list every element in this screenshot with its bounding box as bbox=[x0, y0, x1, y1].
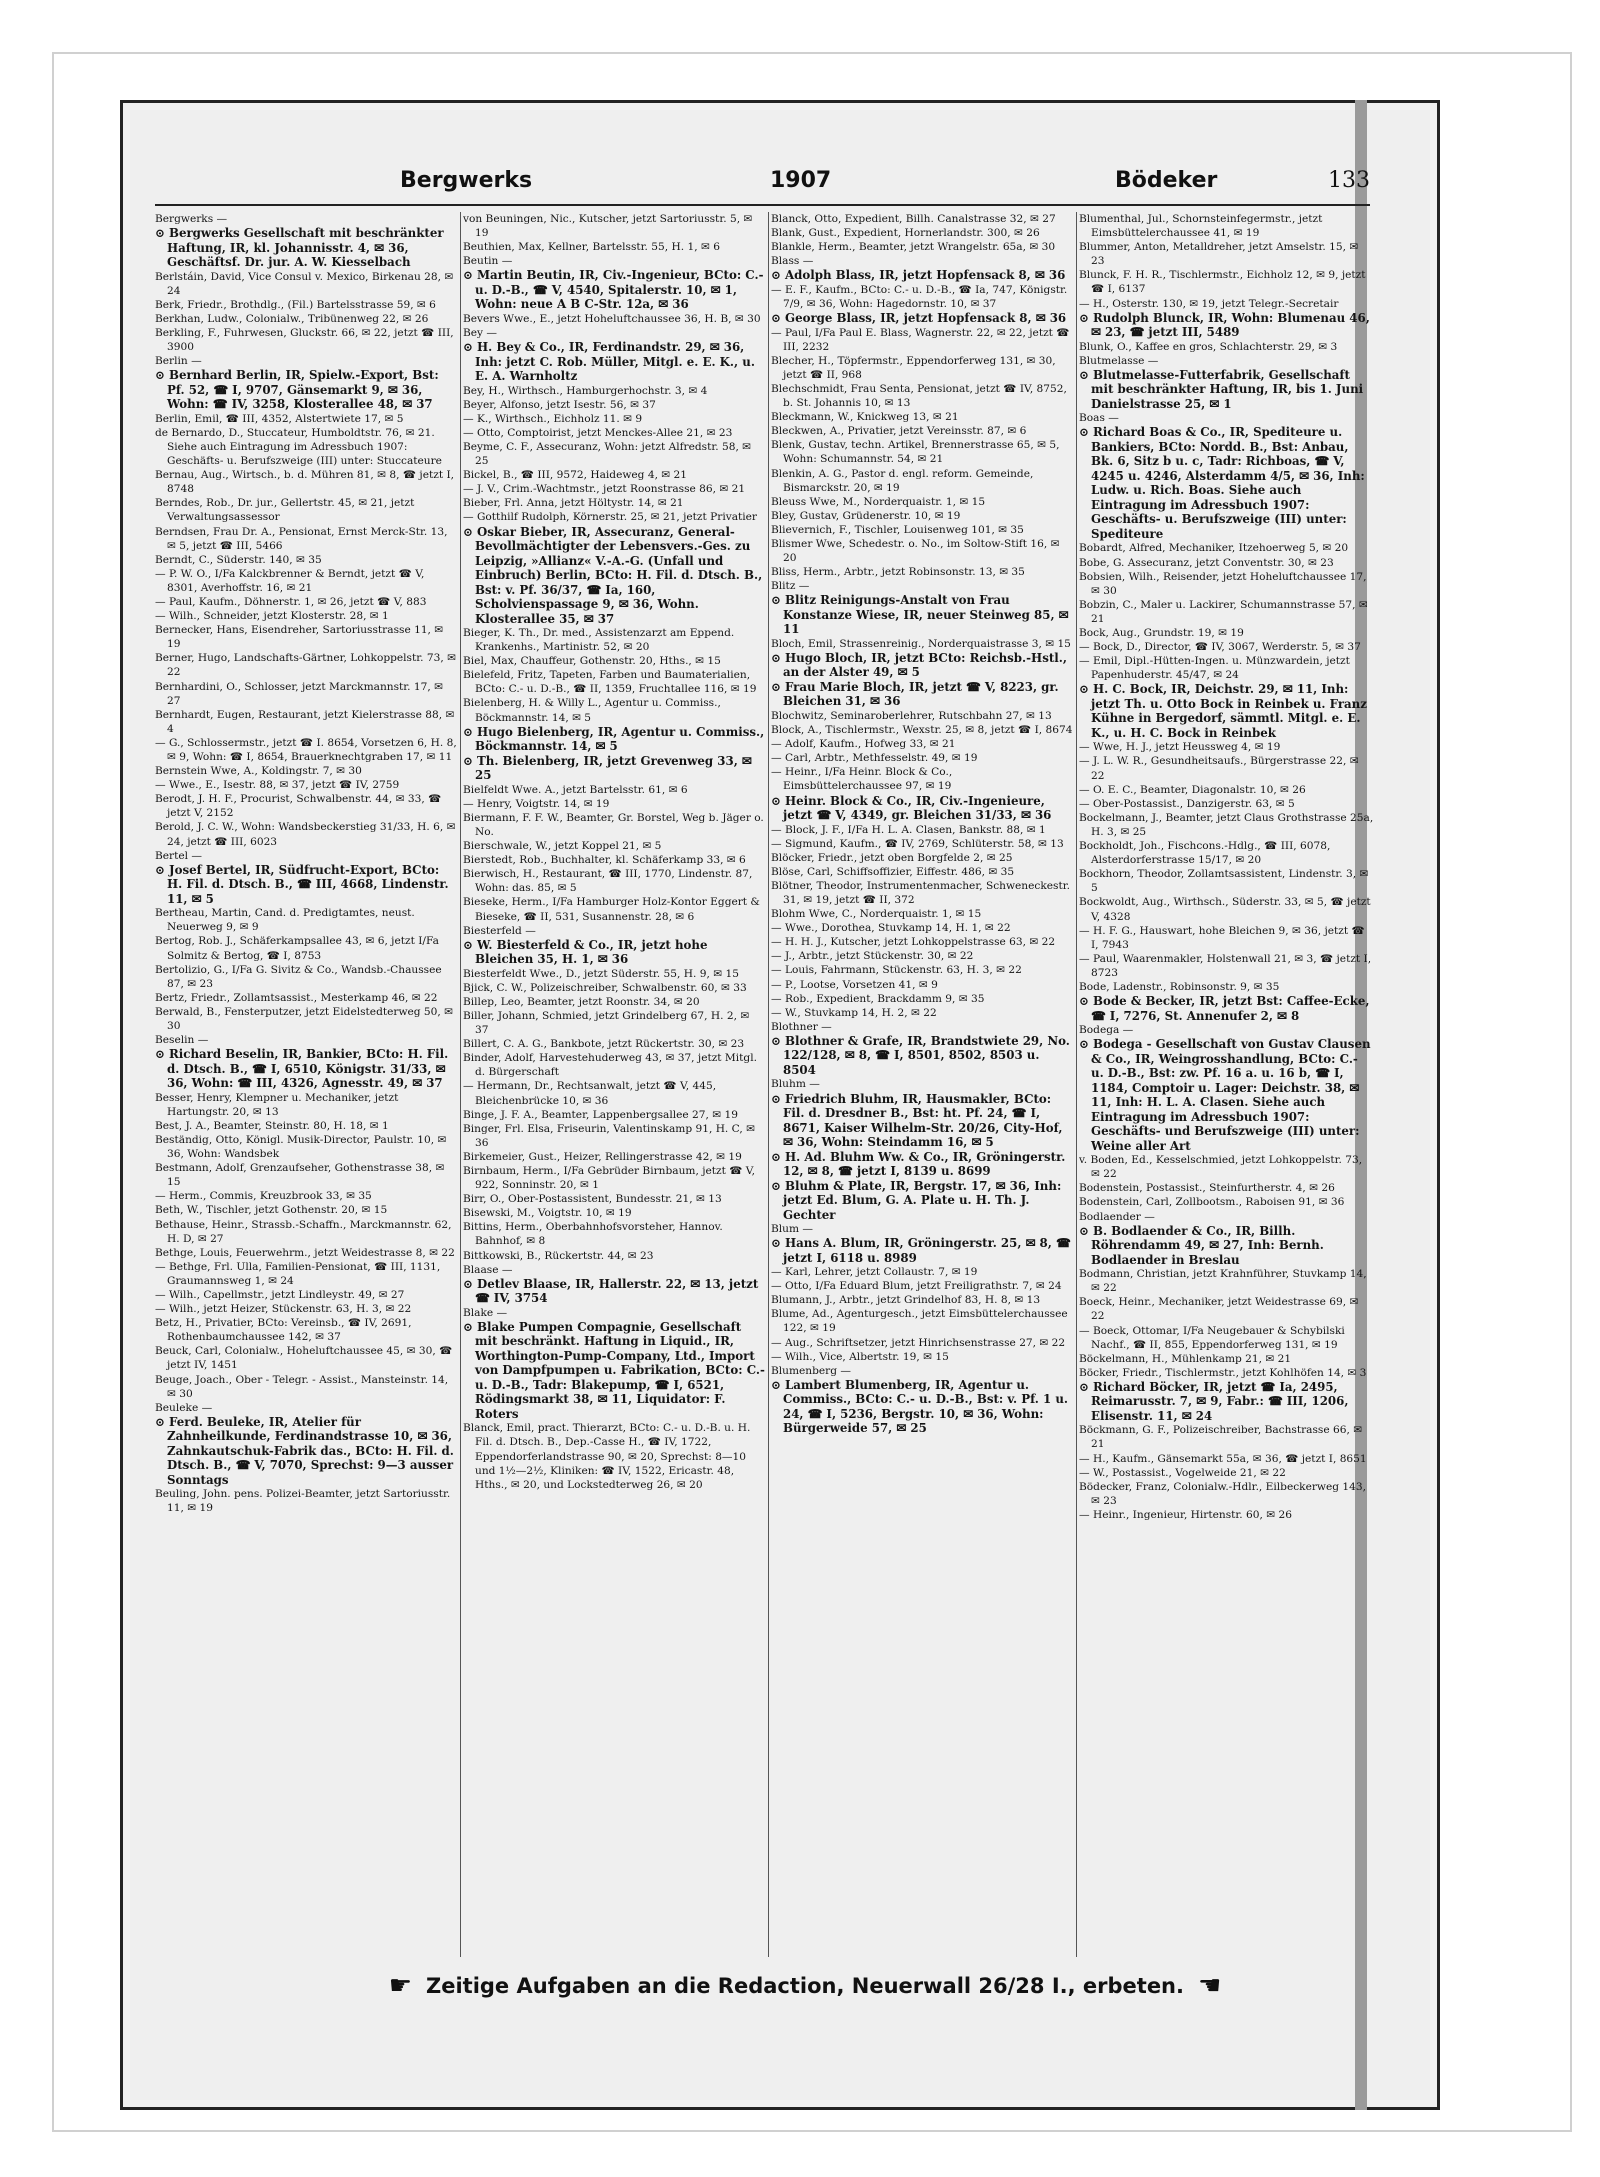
directory-entry: Bittkowski, B., Rückertstr. 44, ✉ 23 bbox=[463, 1249, 654, 1262]
directory-entry: Bockholdt, Joh., Fischcons.-Hdlg., ☎ III, 6078, Alsterdorferstrasse 15/17, ✉ 20 bbox=[1079, 840, 1331, 867]
directory-entry: Berodt, J. H. F., Procurist, Schwalbenstr. 44, ✉ 33, ☎ jetzt V, 2152 bbox=[155, 793, 442, 820]
directory-entry: de Bernardo, D., Stuccateur, Humboldtstr. 76, ✉ 21. Siehe auch Eintragung im Adressbuch 1907: Geschäfts- u. Berufszweige (III) unter: Stuccateure bbox=[155, 426, 442, 468]
directory-entry: — Wilh., Schneider, jetzt Klosterstr. 28, ✉ 1 bbox=[155, 610, 389, 623]
directory-entry: ⊙ Bode & Becker, IR, jetzt Bst: Caffee-Ecke, ☎ I, 7276, St. Annenufer 2, ✉ 8 bbox=[1079, 994, 1370, 1023]
directory-entry: — Boeck, Ottomar, I/Fa Neugebauer & Schybilski Nachf., ☎ II, 855, Eppendorferweg 131, ✉ 19 bbox=[1079, 1324, 1345, 1351]
directory-entry: Bodega — bbox=[1079, 1024, 1134, 1037]
directory-entry: Blankle, Herm., Beamter, jetzt Wrangelstr. 65a, ✉ 30 bbox=[771, 241, 1056, 254]
directory-entry: ⊙ Richard Böcker, IR, jetzt ☎ Ia, 2495, Reimarusstr. 7, ✉ 9, Fabr.: ☎ III, 1206, Elisenstr. 11, ✉ 24 bbox=[1079, 1379, 1349, 1423]
directory-entry: Biesterfeldt Wwe., D., jetzt Süderstr. 55, H. 9, ✉ 15 bbox=[463, 967, 739, 980]
directory-entry: Bobsien, Wilh., Reisender, jetzt Hoheluftchaussee 17, ✉ 30 bbox=[1079, 570, 1367, 597]
directory-entry: Bertz, Friedr., Zollamtsassist., Mesterkamp 46, ✉ 22 bbox=[155, 991, 438, 1004]
directory-entry: Binge, J. F. A., Beamter, Lappenbergsallee 27, ✉ 19 bbox=[463, 1108, 738, 1121]
directory-entry: Bergwerks — bbox=[155, 213, 228, 225]
column-divider bbox=[1076, 212, 1077, 1957]
directory-entry: ⊙ Ferd. Beuleke, IR, Atelier für Zahnheilkunde, Ferdinandstrasse 10, ✉ 36, Zahnkautschuk-Fabrik das., BCto: H. Fil. d. Dtsch. B., ☎ V, 7070, Sprechst: 9—3 ausser Sonntags bbox=[155, 1414, 454, 1487]
directory-entry: Beständig, Otto, Königl. Musik-Director, Paulstr. 10, ✉ 36, Wohn: Wandsbek bbox=[155, 1133, 447, 1161]
directory-entry: ⊙ Friedrich Bluhm, IR, Hausmakler, BCto: Fil. d. Dresdner B., Bst: ht. Pf. 24, ☎ I, 8671, Kaiser Wilhelm-Str. 20/26, City-Hof, ✉ 36, Wohn: Steindamm 16, ✉ 5 bbox=[771, 1091, 1063, 1149]
directory-entry: — O. E. C., Beamter, Diagonalstr. 10, ✉ 26 bbox=[1079, 783, 1306, 796]
directory-entry: — Bock, D., Director, ☎ IV, 3067, Werderstr. 5, ✉ 37 bbox=[1079, 641, 1361, 654]
directory-entry: Blievernich, F., Tischler, Louisenweg 101, ✉ 35 bbox=[771, 523, 1024, 536]
directory-entry: — Wilh., Capellmstr., jetzt Lindleystr. 49, ✉ 27 bbox=[155, 1289, 405, 1301]
directory-entry: Blochwitz, Seminaroberlehrer, Rutschbahn 27, ✉ 13 bbox=[771, 709, 1052, 722]
directory-entry: ⊙ Lambert Blumenberg, IR, Agentur u. Commiss., BCto: C.- u. D.-B., Bst: v. Pf. 1 u. 24, ☎ I, 5236, Bergstr. 10, ✉ 36, Wohn: Bürgerweide 57, ✉ 25 bbox=[771, 1377, 1068, 1436]
directory-entry: Blecher, H., Töpfermstr., Eppendorferweg 131, ✉ 30, jetzt ☎ II, 968 bbox=[771, 354, 1056, 381]
directory-entry: ⊙ Rudolph Blunck, IR, Wohn: Blumenau 46, ✉ 23, ☎ jetzt III, 5489 bbox=[1079, 310, 1370, 340]
directory-entry: — Bethge, Frl. Ulla, Familien-Pensionat, ☎ III, 1131, Graumannsweg 1, ✉ 24 bbox=[155, 1260, 441, 1287]
directory-entry: Beth, W., Tischler, jetzt Gothenstr. 20, ✉ 15 bbox=[155, 1204, 388, 1217]
directory-entry: Birnbaum, Herm., I/Fa Gebrüder Birnbaum, jetzt ☎ V, 922, Sonninstr. 20, ✉ 1 bbox=[463, 1165, 755, 1192]
directory-entry: Bielenberg, H. & Willy L., Agentur u. Commiss., Böckmannstr. 14, ✉ 5 bbox=[463, 697, 721, 724]
directory-entry: Blaase — bbox=[463, 1263, 513, 1276]
directory-entry: Blitz — bbox=[771, 580, 810, 593]
directory-entry: Betz, H., Privatier, BCto: Vereinsb., ☎ IV, 2691, Rothenbaumchaussee 142, ✉ 37 bbox=[155, 1317, 412, 1344]
footer-notice: Zeitige Aufgaben an die Redaction, Neuerwall 26/28 I., erbeten. bbox=[426, 1974, 1184, 1998]
directory-entry: Bleckmann, W., Knickweg 13, ✉ 21 bbox=[771, 411, 959, 424]
directory-entry: v. Boden, Ed., Kesselschmied, jetzt Lohkoppelstr. 73, ✉ 22 bbox=[1079, 1154, 1363, 1181]
page-footer bbox=[280, 1968, 1330, 2004]
directory-entry: Bobe, G. Assecuranz, jetzt Conventstr. 30, ✉ 23 bbox=[1079, 556, 1334, 569]
directory-entry: Berkling, F., Fuhrwesen, Gluckstr. 66, ✉ 22, jetzt ☎ III, 3900 bbox=[155, 326, 454, 354]
directory-entry: Billert, C. A. G., Bankbote, jetzt Rückertstr. 30, ✉ 23 bbox=[463, 1038, 745, 1051]
directory-entry: — Herm., Commis, Kreuzbrook 33, ✉ 35 bbox=[155, 1190, 372, 1203]
directory-entry: — Rob., Expedient, Brackdamm 9, ✉ 35 bbox=[771, 992, 985, 1005]
directory-entry: Bliss, Herm., Arbtr., jetzt Robinsonstr. 13, ✉ 35 bbox=[771, 566, 1025, 579]
directory-entry: ⊙ B. Bodlaender & Co., IR, Billh. Röhrendamm 49, ✉ 27, Inh: Bernh. Bodlaender in Breslau bbox=[1079, 1223, 1324, 1267]
directory-columns bbox=[155, 212, 1374, 1957]
directory-entry: Bernhardt, Eugen, Restaurant, jetzt Kielerstrasse 88, ✉ 4 bbox=[155, 708, 455, 735]
directory-entry: Berkhan, Ludw., Colonialw., Tribünenweg 22, ✉ 26 bbox=[155, 312, 429, 325]
directory-entry: Bittins, Herm., Oberbahnhofsvorsteher, Hannov. Bahnhof, ✉ 8 bbox=[463, 1221, 723, 1248]
directory-entry: — Adolf, Kaufm., Hofweg 33, ✉ 21 bbox=[771, 738, 956, 751]
directory-entry: Bödecker, Franz, Colonialw.-Hdlr., Eilbeckerweg 143, ✉ 23 bbox=[1079, 1480, 1366, 1507]
directory-entry: Blumenthal, Jul., Schornsteinfegermstr., jetzt Eimsbüttelerchaussee 41, ✉ 19 bbox=[1079, 213, 1323, 240]
directory-column-1 bbox=[155, 212, 457, 1957]
directory-entry: ⊙ Blutmelasse-Futterfabrik, Gesellschaft mit beschränkter Haftung, IR, bis 1. Juni Danielstrasse 25, ✉ 1 bbox=[1079, 367, 1364, 411]
directory-entry: Berndt, C., Süderstr. 140, ✉ 35 bbox=[155, 553, 322, 566]
directory-entry: Boas — bbox=[1079, 412, 1119, 425]
directory-entry: Block, A., Tischlermstr., Wexstr. 25, ✉ 8, jetzt ☎ I, 8674 bbox=[771, 724, 1073, 737]
directory-entry: Berk, Friedr., Brothdlg., (Fil.) Bartelsstrasse 59, ✉ 6 bbox=[155, 298, 436, 311]
directory-entry: Boeck, Heinr., Mechaniker, jetzt Weidestrasse 69, ✉ 22 bbox=[1079, 1296, 1359, 1323]
directory-entry: ⊙ Hans A. Blum, IR, Gröningerstr. 25, ✉ 8, ☎ jetzt I, 6118 u. 8989 bbox=[771, 1236, 1071, 1265]
directory-entry: ⊙ Bluhm & Plate, IR, Bergstr. 17, ✉ 36, Inh: jetzt Ed. Blum, G. A. Plate u. H. Th. J. Gechter bbox=[771, 1178, 1062, 1222]
directory-entry: — Heinr., Ingenieur, Hirtenstr. 60, ✉ 26 bbox=[1079, 1508, 1292, 1521]
header-year: 1907 bbox=[770, 168, 832, 193]
directory-entry: Bockwoldt, Aug., Wirthsch., Süderstr. 33, ✉ 5, ☎ jetzt V, 4328 bbox=[1079, 896, 1371, 923]
directory-entry: Bieseke, Herm., I/Fa Hamburger Holz-Kontor Eggert & Bieseke, ☎ II, 531, Susannenstr. 28, ✉ 6 bbox=[463, 896, 760, 923]
directory-entry: — Wilh., Vice, Albertstr. 19, ✉ 15 bbox=[771, 1350, 949, 1363]
directory-entry: — Wwe., E., Isestr. 88, ✉ 37, jetzt ☎ IV, 2759 bbox=[155, 779, 400, 792]
directory-entry: ⊙ Hugo Bielenberg, IR, Agentur u. Commiss., Böckmannstr. 14, ✉ 5 bbox=[463, 724, 765, 754]
directory-entry: — Wilh., jetzt Heizer, Stückenstr. 63, H. 3, ✉ 22 bbox=[155, 1303, 412, 1316]
directory-entry: — Henry, Voigtstr. 14, ✉ 19 bbox=[463, 797, 610, 810]
directory-entry: Beyer, Alfonso, jetzt Isestr. 56, ✉ 37 bbox=[463, 398, 656, 411]
directory-column-3 bbox=[771, 212, 1073, 1957]
directory-entry: Bernecker, Hans, Eisendreher, Sartoriusstrasse 11, ✉ 19 bbox=[155, 624, 444, 651]
directory-entry: ⊙ Richard Beselin, IR, Bankier, BCto: H. Fil. d. Dtsch. B., ☎ I, 6510, Königstr. 31/33, ✉ 36, Wohn: ☎ III, 4326, Agnesstr. 49, ✉ 37 bbox=[155, 1047, 449, 1091]
directory-entry: — H., Kaufm., Gänsemarkt 55a, ✉ 36, ☎ jetzt I, 8651 bbox=[1079, 1452, 1367, 1465]
directory-entry: Blume, Ad., Agenturgesch., jetzt Eimsbüttelerchaussee 122, ✉ 19 bbox=[771, 1308, 1068, 1335]
directory-entry: Bielfeldt Wwe. A., jetzt Bartelsstr. 61, ✉ 6 bbox=[463, 783, 688, 796]
directory-entry: Blismer Wwe, Schedestr. o. No., im Soltow-Stift 16, ✉ 20 bbox=[771, 537, 1060, 565]
directory-entry: Birr, O., Ober-Postassistent, Bundesstr. 21, ✉ 13 bbox=[463, 1193, 722, 1206]
directory-entry: Blenk, Gustav, techn. Artikel, Brennerstrasse 65, ✉ 5, Wohn: Schumannstr. 54, ✉ 21 bbox=[771, 439, 1060, 466]
directory-entry: — P. W. O., I/Fa Kalckbrenner & Berndt, jetzt ☎ V, 8301, Averhoffstr. 16, ✉ 21 bbox=[155, 567, 425, 594]
directory-entry: ⊙ Detlev Blaase, IR, Hallerstr. 22, ✉ 13, jetzt ☎ IV, 3754 bbox=[463, 1276, 759, 1306]
directory-entry: Bey, H., Wirthsch., Hamburgerhochstr. 3, ✉ 4 bbox=[463, 384, 708, 397]
directory-entry: Beyme, C. F., Assecuranz, Wohn: jetzt Alfredstr. 58, ✉ 25 bbox=[463, 440, 752, 468]
directory-entry: Binger, Frl. Elsa, Friseurin, Valentinskamp 91, H. C, ✉ 36 bbox=[463, 1122, 756, 1149]
pointing-hand-icon: ☚ bbox=[1198, 1971, 1222, 2001]
page-number: 133 bbox=[1328, 168, 1370, 193]
directory-entry: Blöcker, Friedr., jetzt oben Borgfelde 2, ✉ 25 bbox=[771, 851, 1013, 864]
directory-entry: ⊙ H. Ad. Bluhm Ww. & Co., IR, Gröningerstr. 12, ✉ 8, ☎ jetzt I, 8139 u. 8699 bbox=[771, 1149, 1066, 1178]
directory-entry: Bleuss Wwe, M., Norderquaistr. 1, ✉ 15 bbox=[771, 495, 986, 508]
header-rule bbox=[155, 204, 1370, 206]
directory-entry: Bluhm — bbox=[771, 1078, 820, 1091]
directory-entry: ⊙ Martin Beutin, IR, Civ.-Ingenieur, BCto: C.- u. D.-B., ☎ V, 4540, Spitalerstr. 10, ✉ 1, Wohn: neue A B C-Str. 12a, ✉ 36 bbox=[463, 268, 764, 312]
directory-entry: ⊙ Bernhard Berlin, IR, Spielw.-Export, Bst: Pf. 52, ☎ I, 9707, Gänsemarkt 9, ✉ 36, Wohn: ☎ IV, 3258, Klosterallee 48, ✉ 37 bbox=[155, 368, 439, 412]
directory-column-2 bbox=[463, 212, 765, 1957]
directory-entry: — E. F., Kaufm., BCto: C.- u. D.-B., ☎ Ia, 747, Königstr. 7/9, ✉ 36, Wohn: Hagedornstr. 10, ✉ 37 bbox=[771, 283, 1068, 310]
directory-entry: Besser, Henry, Klempner u. Mechaniker, jetzt Hartungstr. 20, ✉ 13 bbox=[155, 1091, 399, 1118]
directory-entry: Blumann, J., Arbtr., jetzt Grindelhof 83, H. 8, ✉ 13 bbox=[771, 1294, 1041, 1307]
directory-entry: — Otto, Comptoirist, jetzt Menckes-Allee 21, ✉ 23 bbox=[463, 426, 733, 439]
directory-entry: Bodmann, Christian, jetzt Krahnführer, Stuvkamp 14, ✉ 22 bbox=[1079, 1268, 1367, 1295]
directory-entry: — P., Lootse, Vorsetzen 41, ✉ 9 bbox=[771, 978, 938, 991]
directory-entry: Bleckwen, A., Privatier, jetzt Vereinsstr. 87, ✉ 6 bbox=[771, 425, 1027, 438]
directory-entry: — J. L. W. R., Gesundheitsaufs., Bürgerstrasse 22, ✉ 22 bbox=[1079, 755, 1359, 782]
directory-entry: Bobardt, Alfred, Mechaniker, Itzehoerweg 5, ✉ 20 bbox=[1079, 542, 1349, 555]
directory-entry: Beuling, John. pens. Polizei-Beamter, jetzt Sartoriusstr. 11, ✉ 19 bbox=[155, 1488, 451, 1515]
directory-entry: Bierschwale, W., jetzt Koppel 21, ✉ 5 bbox=[463, 840, 662, 853]
directory-entry: — Gotthilf Rudolph, Körnerstr. 25, ✉ 21, jetzt Privatier bbox=[463, 511, 757, 524]
directory-entry: ⊙ Th. Bielenberg, IR, jetzt Grevenweg 33, ✉ 25 bbox=[463, 753, 752, 783]
directory-entry: Blutmelasse — bbox=[1079, 354, 1159, 367]
directory-entry: — K., Wirthsch., Eichholz 11. ✉ 9 bbox=[463, 412, 643, 425]
directory-entry: Bockhorn, Theodor, Zollamtsassistent, Lindenstr. 3, ✉ 5 bbox=[1079, 868, 1369, 895]
directory-entry: Bernau, Aug., Wirtsch., b. d. Mühren 81, ✉ 8, ☎ jetzt I, 8748 bbox=[155, 469, 454, 496]
directory-entry: — Louis, Fahrmann, Stückenstr. 63, H. 3, ✉ 22 bbox=[771, 964, 1022, 977]
directory-entry: Bley, Gustav, Grüdenerstr. 10, ✉ 19 bbox=[771, 509, 961, 522]
directory-entry: — W., Postassist., Vogelweide 21, ✉ 22 bbox=[1079, 1466, 1286, 1479]
directory-column-4 bbox=[1079, 212, 1374, 1957]
directory-entry: Bertheau, Martin, Cand. d. Predigtamtes, neust. Neuerweg 9, ✉ 9 bbox=[155, 907, 415, 934]
directory-entry: Bodenstein, Carl, Zollbootsm., Raboisen 91, ✉ 36 bbox=[1079, 1196, 1345, 1209]
directory-entry: Blötner, Theodor, Instrumentenmacher, Schweneckestr. 31, ✉ 19, jetzt ☎ II, 372 bbox=[771, 879, 1070, 906]
directory-entry: Bethause, Heinr., Strassb.-Schaffn., Marckmannstr. 62, H. D, ✉ 27 bbox=[155, 1218, 452, 1245]
directory-entry: Blunck, F. H. R., Tischlermstr., Eichholz 12, ✉ 9, jetzt ☎ I, 6137 bbox=[1079, 269, 1366, 296]
directory-entry: Bock, Aug., Grundstr. 19, ✉ 19 bbox=[1079, 627, 1244, 639]
directory-entry: Bode, Ladenstr., Robinsonstr. 9, ✉ 35 bbox=[1079, 980, 1280, 993]
directory-entry: Binder, Adolf, Harvestehuderweg 43, ✉ 37, jetzt Mitgl. d. Bürgerschaft bbox=[463, 1052, 757, 1079]
directory-entry: Böckelmann, H., Mühlenkamp 21, ✉ 21 bbox=[1079, 1352, 1292, 1365]
directory-entry: — Karl, Lehrer, jetzt Collaustr. 7, ✉ 19 bbox=[771, 1266, 978, 1279]
directory-entry: Blunk, O., Kaffee en gros, Schlachterstr. 29, ✉ 3 bbox=[1079, 340, 1338, 353]
directory-entry: ⊙ Bodega - Gesellschaft von Gustav Clausen & Co., IR, Weingrosshandlung, BCto: C.- u. D.-B., Bst: zw. Pf. 16 a. u. 16 b, ☎ I, 1184, Comptoir u. Lager: Deichstr. 38, ✉ 11, Inh: H. L. A. Clasen. Siehe auch Eintragung im Adressbuch 1907: Geschäfts- und Berufszweige (III) unter: Weine aller Art bbox=[1079, 1037, 1371, 1153]
directory-entry: Berndes, Rob., Dr. jur., Gellertstr. 45, ✉ 21, jetzt Verwaltungsassessor bbox=[155, 497, 415, 524]
directory-entry: ⊙ George Blass, IR, jetzt Hopfensack 8, ✉ 36 bbox=[771, 311, 1067, 326]
directory-entry: Blanck, Otto, Expedient, Billh. Canalstrasse 32, ✉ 27 bbox=[771, 213, 1056, 225]
directory-entry: Billep, Leo, Beamter, jetzt Roonstr. 34, ✉ 20 bbox=[463, 995, 700, 1008]
column-divider bbox=[768, 212, 769, 1957]
directory-entry: Berndsen, Frau Dr. A., Pensionat, Ernst Merck-Str. 13, ✉ 5, jetzt ☎ III, 5466 bbox=[155, 525, 448, 552]
directory-entry: Bethge, Louis, Feuerwehrm., jetzt Weidestrasse 8, ✉ 22 bbox=[155, 1246, 455, 1259]
directory-entry: Bernhardini, O., Schlosser, jetzt Marckmannstr. 17, ✉ 27 bbox=[155, 680, 444, 707]
directory-entry: Bierwisch, H., Restaurant, ☎ III, 1770, Lindenstr. 87, Wohn: das. 85, ✉ 5 bbox=[463, 868, 753, 895]
directory-entry: Berwald, B., Fensterputzer, jetzt Eidelstedterweg 50, ✉ 30 bbox=[155, 1005, 454, 1032]
directory-entry: — Paul, Kaufm., Döhnerstr. 1, ✉ 26, jetzt ☎ V, 883 bbox=[155, 595, 427, 608]
directory-entry: Berlin, Emil, ☎ III, 4352, Alstertwiete 17, ✉ 5 bbox=[155, 412, 404, 425]
directory-entry: Bernstein Wwe, A., Koldingstr. 7, ✉ 30 bbox=[155, 765, 362, 778]
directory-entry: Berold, J. C. W., Wohn: Wandsbeckerstieg 31/33, H. 6, ✉ 24, jetzt ☎ III, 6023 bbox=[155, 821, 456, 848]
directory-entry: Best, J. A., Beamter, Steinstr. 80, H. 18, ✉ 1 bbox=[155, 1119, 389, 1132]
directory-entry: — H., Osterstr. 130, ✉ 19, jetzt Telegr.-Secretair bbox=[1079, 297, 1339, 310]
column-divider bbox=[460, 212, 461, 1957]
directory-entry: — Block, J. F., I/Fa H. L. A. Clasen, Bankstr. 88, ✉ 1 bbox=[771, 823, 1046, 836]
directory-entry: Bertog, Rob. J., Schäferkampsallee 43, ✉ 6, jetzt I/Fa Solmitz & Bertog, ☎ I, 8753 bbox=[155, 935, 439, 962]
directory-entry: ⊙ Frau Marie Bloch, IR, jetzt ☎ V, 8223, gr. Bleichen 31, ✉ 36 bbox=[771, 679, 1059, 709]
directory-entry: Blothner — bbox=[771, 1020, 832, 1033]
directory-entry: Berlstáin, David, Vice Consul v. Mexico, Birkenau 28, ✉ 24 bbox=[155, 270, 454, 297]
directory-entry: ⊙ Adolph Blass, IR, jetzt Hopfensack 8, ✉ 36 bbox=[771, 268, 1066, 283]
directory-entry: — Hermann, Dr., Rechtsanwalt, jetzt ☎ V, 445, Bleichenbrücke 10, ✉ 36 bbox=[463, 1080, 717, 1107]
directory-entry: ⊙ Heinr. Block & Co., IR, Civ.-Ingenieure, jetzt ☎ V, 4349, gr. Bleichen 31/33, ✉ 36 bbox=[771, 793, 1052, 822]
directory-entry: ⊙ Blothner & Grafe, IR, Brandstwiete 29, No. 122/128, ✉ 8, ☎ I, 8501, 8502, 8503 u. 8504 bbox=[771, 1033, 1070, 1077]
directory-entry: Berner, Hugo, Landschafts-Gärtner, Lohkoppelstr. 73, ✉ 22 bbox=[155, 652, 456, 679]
directory-entry: Beutin — bbox=[463, 255, 513, 268]
directory-entry: Blohm Wwe, C., Norderquaistr. 1, ✉ 15 bbox=[771, 908, 982, 921]
directory-entry: Bodenstein, Postassist., Steinfurtherstr. 4, ✉ 26 bbox=[1079, 1182, 1335, 1195]
directory-entry: — H. F. G., Hauswart, hohe Bleichen 9, ✉ 36, jetzt ☎ I, 7943 bbox=[1079, 924, 1365, 951]
directory-entry: Birkemeier, Gust., Heizer, Rellingerstrasse 42, ✉ 19 bbox=[463, 1150, 742, 1163]
directory-entry: — Ober-Postassist., Danzigerstr. 63, ✉ 5 bbox=[1079, 797, 1295, 810]
directory-entry: Bobzin, C., Maler u. Lackirer, Schumannstrasse 57, ✉ 21 bbox=[1079, 598, 1368, 625]
directory-entry: — Carl, Arbtr., Methfesselstr. 49, ✉ 19 bbox=[771, 752, 978, 765]
directory-entry: Bodlaender — bbox=[1079, 1210, 1155, 1223]
header-right-keyword: Bödeker bbox=[1115, 168, 1218, 193]
page-header bbox=[155, 168, 1370, 202]
directory-entry: Blanck, Emil, pract. Thierarzt, BCto: C.- u. D.-B. u. H. Fil. d. Dtsch. B., Dep.-Casse H., ☎ IV, 1722, Eppendorferlandstrasse 90, ✉ 20, Sprechst: 8—10 und 1½—2½, Kliniken: ☎ IV, 1522, Ericastr. 48, Hths., ✉ 20, und Lockstedterweg 26, ✉ 20 bbox=[463, 1422, 751, 1491]
directory-entry: ⊙ Richard Boas & Co., IR, Spediteure u. Bankiers, BCto: Nordd. B., Bst: Anbau, Bk. 6, Sitz b u. c, Tadr: Richboas, ☎ V, 4245 u. 4246, Alsterdamm 4/5, ✉ 36, Inh: Ludw. u. Rich. Boas. Siehe auch Eintragung im Adressbuch 1907: Geschäfts- u. Berufszweige (III) unter: Spediteure bbox=[1079, 425, 1365, 541]
directory-entry: Bey — bbox=[463, 326, 498, 339]
directory-entry: — Paul, I/Fa Paul E. Blass, Wagnerstr. 22, ✉ 22, jetzt ☎ III, 2232 bbox=[771, 326, 1070, 353]
directory-entry: Bertolizio, G., I/Fa G. Sivitz & Co., Wandsb.-Chaussee 87, ✉ 23 bbox=[155, 963, 442, 990]
directory-entry: Blechschmidt, Frau Senta, Pensionat, jetzt ☎ IV, 8752, b. St. Johannis 10, ✉ 13 bbox=[771, 382, 1067, 410]
directory-entry: Blum — bbox=[771, 1223, 814, 1235]
directory-entry: Bertel — bbox=[155, 849, 202, 862]
directory-entry: Blummer, Anton, Metalldreher, jetzt Amselstr. 15, ✉ 23 bbox=[1079, 241, 1359, 268]
directory-entry: Biesterfeld — bbox=[463, 924, 536, 937]
directory-entry: Beuck, Carl, Colonialw., Hoheluftchaussee 45, ✉ 30, ☎ jetzt IV, 1451 bbox=[155, 1345, 453, 1372]
directory-entry: Biel, Max, Chauffeur, Gothenstr. 20, Hths., ✉ 15 bbox=[463, 655, 721, 668]
directory-entry: Beuthien, Max, Kellner, Bartelsstr. 55, H. 1, ✉ 6 bbox=[463, 241, 720, 254]
directory-entry: Blöse, Carl, Schiffsoffizier, Eiffestr. 486, ✉ 35 bbox=[771, 865, 1015, 878]
directory-entry: — Sigmund, Kaufm., ☎ IV, 2769, Schlüterstr. 58, ✉ 13 bbox=[771, 837, 1064, 850]
directory-entry: — H. H. J., Kutscher, jetzt Lohkoppelstrasse 63, ✉ 22 bbox=[771, 936, 1056, 949]
directory-entry: Bjick, C. W., Polizeischreiber, Schwalbenstr. 60, ✉ 33 bbox=[463, 981, 747, 994]
directory-entry: — Wwe., Dorothea, Stuvkamp 14, H. 1, ✉ 22 bbox=[771, 922, 1011, 935]
directory-entry: — J. V., Crim.-Wachtmstr., jetzt Roonstrasse 86, ✉ 21 bbox=[463, 483, 746, 496]
directory-entry: Blenkin, A. G., Pastor d. engl. reform. Gemeinde, Bismarckstr. 20, ✉ 19 bbox=[771, 467, 1034, 494]
directory-entry: ⊙ Hugo Bloch, IR, jetzt BCto: Reichsb.-Hstl., an der Alster 49, ✉ 5 bbox=[771, 650, 1067, 680]
pointing-hand-icon: ☛ bbox=[388, 1971, 412, 2001]
directory-entry: ⊙ Blitz Reinigungs-Anstalt von Frau Konstanze Wiese, IR, neuer Steinweg 85, ✉ 11 bbox=[771, 593, 1069, 637]
directory-entry: Blank, Gust., Expedient, Hornerlandstr. 300, ✉ 26 bbox=[771, 227, 1040, 240]
directory-entry: — Otto, I/Fa Eduard Blum, jetzt Freiligrathstr. 7, ✉ 24 bbox=[771, 1280, 1062, 1293]
directory-entry: ⊙ H. C. Bock, IR, Deichstr. 29, ✉ 11, Inh: jetzt Th. u. Otto Bock in Reinbek u. Franz Kühne in Bergedorf, sämmtl. Mitgl. e. E. K., u. H. C. Bock in Reinbek bbox=[1079, 682, 1367, 740]
directory-entry: Berlin — bbox=[155, 355, 202, 368]
directory-entry: ⊙ Bergwerks Gesellschaft mit beschränkter Haftung, IR, kl. Johannisstr. 4, ✉ 36, Geschäftsf. Dr. jur. A. W. Kiesselbach bbox=[155, 226, 444, 270]
directory-entry: Bisewski, M., Voigtstr. 10, ✉ 19 bbox=[463, 1207, 632, 1220]
directory-entry: Bieger, K. Th., Dr. med., Assistenzarzt am Eppend. Krankenhs., Martinistr. 52, ✉ 20 bbox=[463, 627, 735, 654]
directory-entry: — Aug., Schriftsetzer, jetzt Hinrichsenstrasse 27, ✉ 22 bbox=[771, 1336, 1066, 1349]
directory-entry: Bieber, Frl. Anna, jetzt Höltystr. 14, ✉ 21 bbox=[463, 497, 684, 510]
directory-entry: — Wwe, H. J., jetzt Heussweg 4, ✉ 19 bbox=[1079, 741, 1281, 754]
directory-entry: Beselin — bbox=[155, 1034, 209, 1047]
directory-entry: Bockelmann, J., Beamter, jetzt Claus Grothstrasse 25a, H. 3, ✉ 25 bbox=[1079, 811, 1374, 838]
directory-entry: — Heinr., I/Fa Heinr. Block & Co., Eimsbüttelerchaussee 97, ✉ 19 bbox=[771, 766, 953, 793]
directory-entry: Bestmann, Adolf, Grenzaufseher, Gothenstrasse 38, ✉ 15 bbox=[155, 1162, 445, 1189]
directory-entry: Blake — bbox=[463, 1306, 508, 1319]
directory-entry: ⊙ Josef Bertel, IR, Südfrucht-Export, BCto: H. Fil. d. Dtsch. B., ☎ III, 4668, Lindenstr. 11, ✉ 5 bbox=[155, 862, 449, 906]
directory-entry: ⊙ H. Bey & Co., IR, Ferdinandstr. 29, ✉ 36, Inh: jetzt C. Rob. Müller, Mitgl. e. E. K., u. E. A. Warnholtz bbox=[463, 340, 755, 384]
directory-entry: Beuleke — bbox=[155, 1401, 213, 1414]
directory-entry: — J., Arbtr., jetzt Stückenstr. 30, ✉ 22 bbox=[771, 950, 974, 963]
directory-entry: Biller, Johann, Schmied, jetzt Grindelberg 67, H. 2, ✉ 37 bbox=[463, 1009, 750, 1037]
directory-entry: ⊙ Oskar Bieber, IR, Assecuranz, General-Bevollmächtigter der Lebensvers.-Ges. zu Leipzig, »Allianz« V.-A.-G. (Unfall und Einbruch) Berlin, BCto: H. Fil. d. Dtsch. B., Bst: v. Pf. 36/37, ☎ Ia, 160, Scholvienspassage 9, ✉ 36, Wohn. Klosterallee 35, ✉ 37 bbox=[463, 524, 763, 626]
directory-entry: von Beuningen, Nic., Kutscher, jetzt Sartoriusstr. 5, ✉ 19 bbox=[463, 213, 753, 240]
directory-entry: Blass — bbox=[771, 255, 814, 268]
directory-entry: Bevers Wwe., E., jetzt Hoheluftchaussee 36, H. B, ✉ 30 bbox=[463, 312, 761, 325]
directory-entry: Bierstedt, Rob., Buchhalter, kl. Schäferkamp 33, ✉ 6 bbox=[463, 854, 746, 867]
directory-entry: — W., Stuvkamp 14, H. 2, ✉ 22 bbox=[771, 1006, 937, 1019]
directory-entry: Bickel, B., ☎ III, 9572, Haideweg 4, ✉ 21 bbox=[463, 469, 688, 482]
directory-entry: Biermann, F. F. W., Beamter, Gr. Borstel, Weg b. Jäger o. No. bbox=[463, 811, 764, 838]
directory-entry: Blumenberg — bbox=[771, 1364, 851, 1377]
directory-entry: Bloch, Emil, Strassenreinig., Norderquaistrasse 3, ✉ 15 bbox=[771, 637, 1071, 650]
directory-entry: ⊙ W. Biesterfeld & Co., IR, jetzt hohe Bleichen 35, H. 1, ✉ 36 bbox=[463, 937, 708, 967]
directory-entry: Bielefeld, Fritz, Tapeten, Farben und Baumaterialien, BCto: C.- u. D.-B., ☎ II, 1359, Fruchtallee 116, ✉ 19 bbox=[463, 669, 757, 696]
directory-entry: — Paul, Waarenmakler, Holstenwall 21, ✉ 3, ☎ jetzt I, 8723 bbox=[1079, 952, 1372, 979]
directory-entry: Böckmann, G. F., Polizeischreiber, Bachstrasse 66, ✉ 21 bbox=[1079, 1424, 1363, 1451]
directory-entry: — G., Schlossermstr., jetzt ☎ I. 8654, Vorsetzen 6, H. 8, ✉ 9, Wohn: ☎ I, 8654, Brauerknechtgraben 17, ✉ 11 bbox=[155, 736, 457, 763]
directory-entry: Beuge, Joach., Ober - Telegr. - Assist., Mansteinstr. 14, ✉ 30 bbox=[155, 1373, 449, 1400]
directory-entry: — Emil, Dipl.-Hütten-Ingen. u. Münzwardein, jetzt Papenhuderstr. 45/47, ✉ 24 bbox=[1079, 655, 1350, 682]
header-left-keyword: Bergwerks bbox=[400, 168, 533, 193]
directory-entry: ⊙ Blake Pumpen Compagnie, Gesellschaft mit beschränkt. Haftung in Liquid., IR, Worthington-Pump-Company, Ltd., Import von Dampfpumpen u. Fabrikation, BCto: C.- u. D.-B., Tadr: Blakepump, ☎ I, 6521, Rödingsmarkt 38, ✉ 11, Liquidator: F. Roters bbox=[463, 1319, 765, 1421]
directory-entry: Böcker, Friedr., Tischlermstr., jetzt Kohlhöfen 14, ✉ 3 bbox=[1079, 1366, 1367, 1379]
